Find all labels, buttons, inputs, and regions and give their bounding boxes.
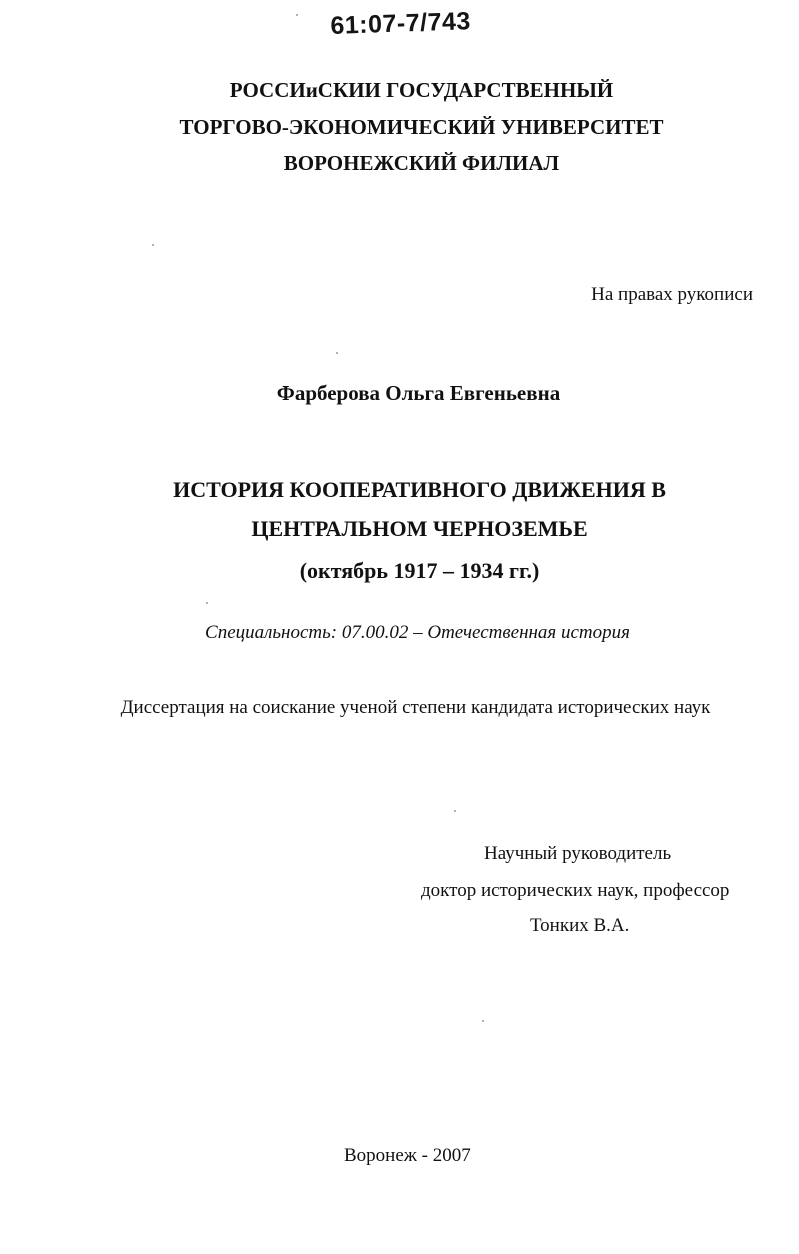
supervisor-name: Тонких В.А. (530, 915, 630, 936)
thesis-title-line-2: ЦЕНТРАЛЬНОМ ЧЕРНОЗЕМЬЕ (251, 516, 588, 541)
institution-line-3: ВОРОНЕЖСКИЙ ФИЛИАЛ (283, 151, 560, 175)
dissertation-degree-line: Диссертация на соискание ученой степени кандидата исторических наук (120, 697, 711, 718)
specialty-line: Специальность: 07.00.02 – Отечественная история (205, 622, 630, 643)
thesis-title-dates: (октябрь 1917 – 1934 гг.) (299, 558, 540, 583)
scan-speck (296, 14, 298, 16)
supervisor-role: Научный руководитель (484, 843, 672, 864)
author-name: Фарберова Ольга Евгеньевна (276, 381, 561, 405)
supervisor-degree: доктор исторических наук, профессор (421, 880, 730, 901)
institution-line-2: ТОРГОВО-ЭКОНОМИЧЕСКИЙ УНИВЕРСИТЕТ (179, 115, 664, 139)
city-year: Воронеж - 2007 (344, 1145, 471, 1166)
institution-line-1: РОССИиСКИИ ГОСУДАРСТВЕННЫЙ (229, 78, 614, 102)
scan-speck (454, 810, 456, 812)
manuscript-rights-note: На правах рукописи (591, 284, 753, 305)
scan-speck (152, 244, 154, 246)
scan-speck (206, 602, 208, 604)
archive-stamp: 61:07-7/743 (330, 7, 472, 40)
scan-speck (336, 352, 338, 354)
thesis-title-line-1: ИСТОРИЯ КООПЕРАТИВНОГО ДВИЖЕНИЯ В (173, 477, 666, 502)
scan-speck (482, 1020, 484, 1022)
